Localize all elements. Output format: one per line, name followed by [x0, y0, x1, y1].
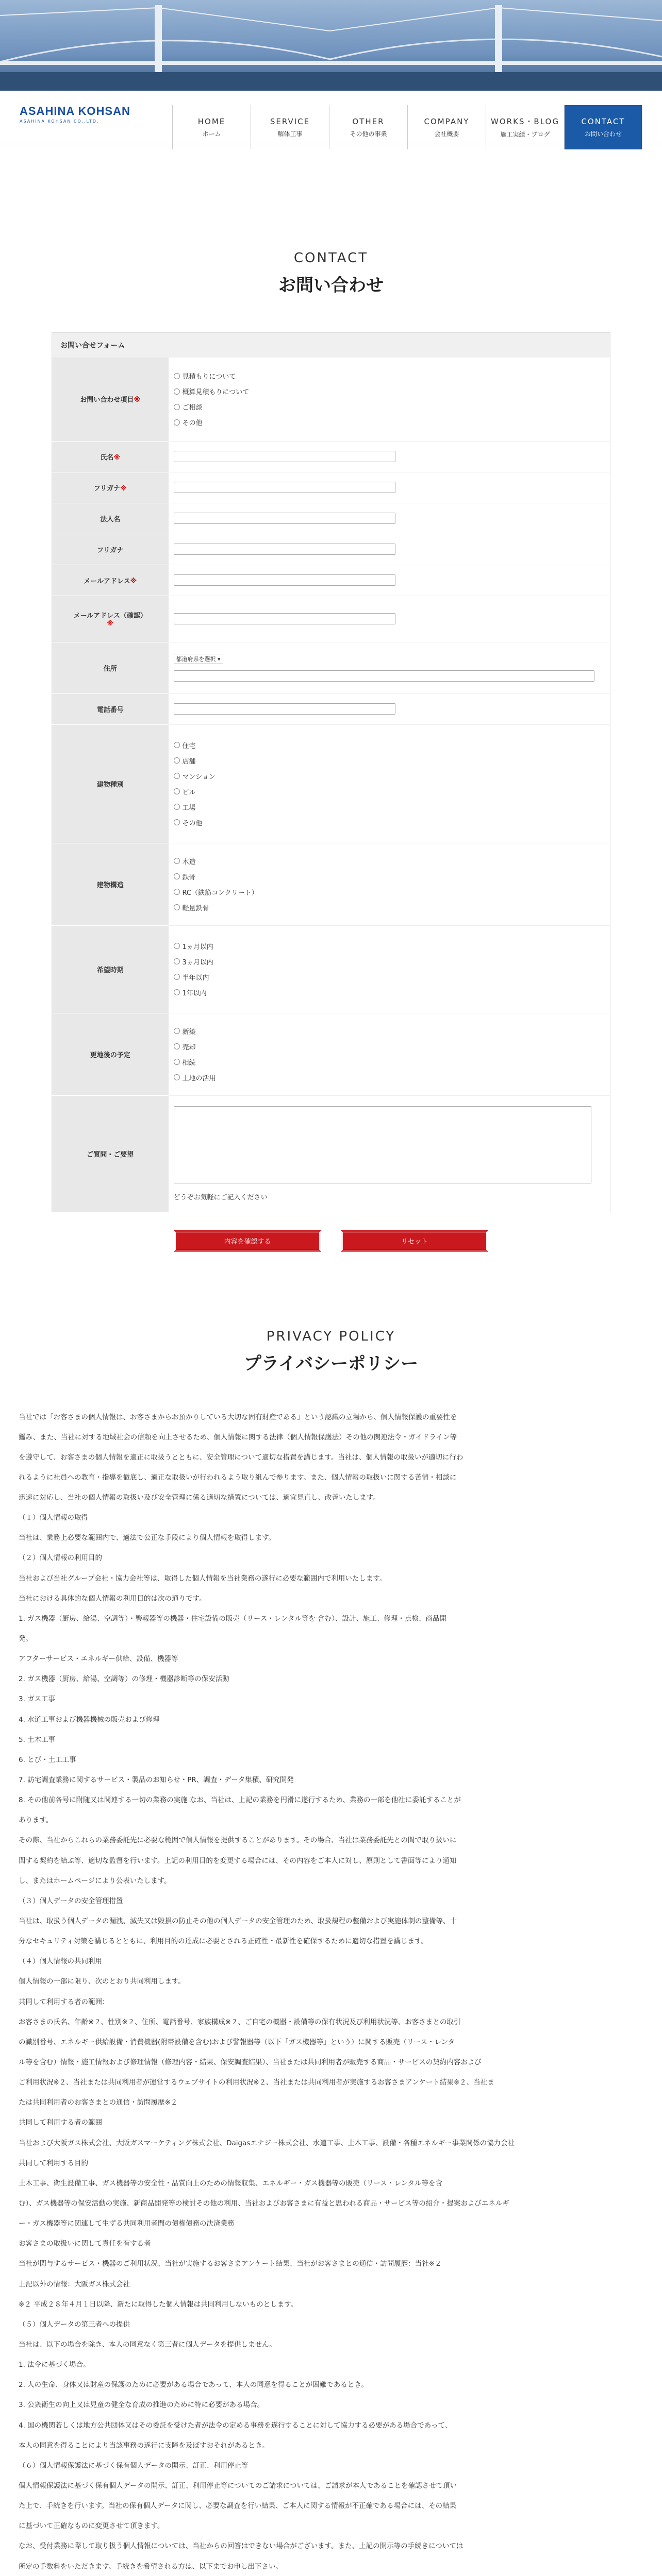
- structure-option[interactable]: [174, 900, 605, 915]
- privacy-line: 発。: [19, 1635, 32, 1643]
- option-label: その他: [182, 819, 203, 827]
- privacy-line: 共同して利用する者の範囲: [19, 2119, 102, 2127]
- privacy-line: 個人情報の一部に限り、次のとおり共同利用します。: [19, 1977, 185, 1986]
- nav-contact-en: CONTACT: [581, 116, 625, 126]
- privacy-line: ※２ 平成２８年４月１日以降、新たに取得した個人情報は共同利用しないものとします。: [19, 2300, 298, 2309]
- building-type-option[interactable]: [174, 799, 605, 815]
- privacy-line: アフターサービス・エネルギー供給、設備、機器等: [19, 1655, 178, 1664]
- nav-works-jp: 施工実績・ブログ: [500, 131, 550, 138]
- privacy-line: 当社および当社グループ会社・協力会社等は、取得した個人情報を当社業務の遂行に必要な範囲内で利用いたします。: [19, 1574, 387, 1583]
- radio-button[interactable]: [174, 804, 180, 810]
- option-label: 鉄骨: [182, 873, 196, 882]
- option-label: 1ヵ月以内: [182, 943, 213, 951]
- radio-button[interactable]: [174, 819, 180, 825]
- privacy-line: 本人の同意を得ることにより当該事務の遂行に支障を及ぼすおそれがあるとき。: [19, 2441, 269, 2450]
- nav-works-en: WORKS・BLOG: [491, 117, 559, 126]
- form-title: お問い合せフォーム: [52, 333, 610, 358]
- contact-heading: [0, 144, 662, 296]
- required-mark: ※: [130, 577, 137, 585]
- nav-works-blog[interactable]: [486, 105, 564, 149]
- radio-button[interactable]: [174, 989, 180, 995]
- option-label: その他: [182, 419, 203, 428]
- main-nav: [172, 105, 642, 149]
- email-label-text: メールアドレス: [84, 577, 130, 585]
- email-confirm-label-text: メールアドレス（確認）: [73, 612, 147, 620]
- option-label: 工場: [182, 804, 196, 812]
- privacy-line: 5. 土木工事: [19, 1735, 56, 1744]
- radio-button[interactable]: [174, 1028, 180, 1034]
- option-label: 木造: [182, 858, 196, 866]
- contact-form: [52, 332, 610, 1251]
- corp-kana-label: フリガナ: [52, 534, 169, 565]
- structure-option[interactable]: [174, 853, 605, 869]
- required-mark: ※: [107, 620, 114, 628]
- privacy-line: あります。: [19, 1816, 53, 1825]
- option-label: 半年以内: [182, 974, 209, 982]
- corp-label: 法人名: [52, 503, 169, 534]
- reset-button[interactable]: リセット: [341, 1231, 488, 1251]
- privacy-line: 当社が関与するサービス・機器のご利用状況、当社が実施するお客さまアンケート結果、当社がお客さまとの通信・訪問履歴：当社※２: [19, 2260, 442, 2268]
- privacy-line: 上記以外の情報：大阪ガス株式会社: [19, 2280, 130, 2289]
- privacy-line: （５）個人データの第三者への提供: [19, 2320, 130, 2329]
- nav-company[interactable]: [407, 105, 486, 149]
- building-type-option[interactable]: [174, 784, 605, 799]
- radio-button[interactable]: [174, 788, 180, 794]
- radio-button[interactable]: [174, 742, 180, 748]
- kana-label-text: フリガナ: [93, 484, 121, 493]
- privacy-line: に基づいて正確なものに変更させて頂きます。: [19, 2522, 164, 2531]
- radio-button[interactable]: [174, 419, 180, 426]
- option-label: 新築: [182, 1028, 196, 1036]
- email-input[interactable]: [174, 574, 395, 586]
- radio-button[interactable]: [174, 943, 180, 949]
- after-plan-option[interactable]: [174, 1054, 605, 1070]
- radio-button[interactable]: [174, 1043, 180, 1049]
- nav-contact[interactable]: [564, 105, 642, 149]
- privacy-line: ー・ガス機器等に関連して生ずる共同利用者間の債権債務の決済業務: [19, 2219, 235, 2228]
- name-label-text: 氏名: [100, 453, 114, 462]
- privacy-line: 当社は、以下の場合を除き、本人の同意なく第三者に個人データを提供しません。: [19, 2340, 276, 2349]
- option-label: 土地の活用: [182, 1074, 216, 1082]
- privacy-line: 土木工事、衛生設備工事、ガス機器等の安全性・品質向上のための情報収集、エネルギー・ガス機器等の販売（リース・レンタル等を含: [19, 2179, 442, 2188]
- radio-button[interactable]: [174, 388, 180, 395]
- after-plan-options: [169, 1013, 610, 1095]
- privacy-line: 1. ガス機器（厨房、給湯、空調等）・警報器等の機器・住宅設備の販売（リース・レンタル等を 含む）、設計、施工、修理・点検、商品開: [19, 1614, 446, 1623]
- nav-company-en: COMPANY: [424, 116, 470, 126]
- inquiry-option[interactable]: [174, 415, 605, 430]
- nav-home-en: HOME: [197, 116, 226, 126]
- privacy-line: の識別番号、エネルギー供給設備・消費機器(附帯設備を含む)および警報器等（以下「ガス機器等」という）に関する販売（リース・レンタ: [19, 2038, 455, 2046]
- privacy-line: 2. ガス機器（厨房、給湯、空調等）の修理・機器診断等の保安活動: [19, 1675, 229, 1684]
- privacy-line: れるように社員への教育・指導を徹底し、適正な取扱いが行われるよう取り組んで参ります。また、個人情報の取扱いに関する苦情・相談に: [19, 1473, 457, 1482]
- privacy-line: し、またはホームページにより公表いたします。: [19, 1876, 171, 1885]
- privacy-line: お客さまの取扱いに関して責任を有する者: [19, 2240, 151, 2248]
- option-label: 概算見積もりについて: [182, 388, 250, 397]
- option-label: マンション: [182, 773, 216, 781]
- contact-form-table: [52, 332, 610, 1212]
- required-mark: ※: [134, 396, 141, 404]
- logo-text: ASAHINA KOHSAN: [20, 105, 130, 117]
- after-plan-label: 更地後の予定: [52, 1013, 169, 1095]
- privacy-line: 鑑み、また、当社に対する地域社会の信頼を向上させるため、個人情報に関する法律（個人情報保護法）その他の関連法令・ガイドライン等: [19, 1433, 457, 1442]
- timing-option[interactable]: [174, 985, 605, 1000]
- option-label: 軽量鉄骨: [182, 904, 209, 912]
- nav-other-en: OTHER: [352, 116, 385, 126]
- radio-button[interactable]: [174, 858, 180, 864]
- phone-label: 電話番号: [52, 693, 169, 724]
- kana-input[interactable]: [174, 482, 395, 493]
- question-textarea[interactable]: [174, 1106, 591, 1183]
- radio-button[interactable]: [174, 958, 180, 964]
- option-label: ビル: [182, 788, 196, 796]
- structure-options: [169, 843, 610, 925]
- corp-input[interactable]: [174, 513, 395, 524]
- nav-other[interactable]: [329, 105, 407, 149]
- radio-button[interactable]: [174, 773, 180, 779]
- nav-home-jp: ホーム: [202, 130, 221, 138]
- building-type-option[interactable]: [174, 815, 605, 830]
- form-buttons: [52, 1231, 610, 1251]
- privacy-line: 当社および大阪ガス株式会社、大阪ガスマーケティング株式会社、Daigasエナジー株式会社、水道工事、土木工事、設備・各種エネルギー事業関係の協力会社: [19, 2139, 515, 2147]
- corp-kana-input[interactable]: [174, 544, 395, 555]
- option-label: 見積もりについて: [182, 373, 236, 381]
- privacy-line: （３）個人データの安全管理措置: [19, 1896, 123, 1905]
- question-label: ご質問・ご要望: [52, 1095, 169, 1212]
- privacy-line: 3. 公衆衛生の向上又は児童の健全な育成の推進のために特に必要がある場合。: [19, 2401, 264, 2410]
- structure-option[interactable]: [174, 884, 605, 900]
- radio-button[interactable]: [174, 1059, 180, 1065]
- inquiry-option[interactable]: [174, 384, 605, 399]
- option-label: 店舗: [182, 757, 196, 766]
- privacy-line: なお、受付業務に際して取り扱う個人情報については、当社からの回答はできない場合がございます。また、上記の開示等の手続きについては: [19, 2542, 464, 2551]
- privacy-line: を遵守して、お客さまの個人情報を適正に取扱うとともに、安全管理について適切な措置を講じます。当社は、個人情報の取扱いが適切に行わ: [19, 1453, 464, 1462]
- timing-option[interactable]: [174, 954, 605, 969]
- privacy-line: 6. とび・土工工事: [19, 1755, 76, 1764]
- option-label: ご相談: [182, 404, 203, 412]
- privacy-line: 2. 人の生命、身体又は財産の保護のために必要がある場合であって、本人の同意を得ることが困難であるとき。: [19, 2381, 368, 2389]
- inquiry-label-text: お問い合わせ項目: [80, 396, 134, 404]
- building-type-option[interactable]: [174, 737, 605, 753]
- email-confirm-label: [52, 596, 169, 642]
- radio-button[interactable]: [174, 1074, 180, 1080]
- after-plan-option[interactable]: [174, 1039, 605, 1054]
- contact-heading-jp: お問い合わせ: [278, 275, 384, 296]
- radio-button[interactable]: [174, 873, 180, 879]
- radio-button[interactable]: [174, 889, 180, 895]
- privacy-line: （２）個人情報の利用目的: [19, 1554, 102, 1563]
- privacy-line: たは共同利用者のお客さまとの通信・訪問履歴※２: [19, 2098, 178, 2107]
- privacy-line: 4. 水道工事および機器機械の販売および修理: [19, 1715, 160, 1724]
- structure-option[interactable]: [174, 869, 605, 884]
- privacy-line: ご利用状況※２、当社または共同利用者が運営するウェブサイトの利用状況※２、当社または共同利用者が実施するお客さまアンケート結果※２、当社ま: [19, 2078, 494, 2087]
- privacy-line: 個人情報保護法に基づく保有個人データの開示、訂正、利用停止等についてのご請求については、ご請求が本人であることを確認させて頂い: [19, 2481, 457, 2490]
- privacy-line: 1. 法令に基づく場合。: [19, 2361, 90, 2369]
- kana-label: [52, 472, 169, 503]
- privacy-line: ル等を含む）情報・施工情報および修理情報（修理内容・結果、保安調査結果）、当社または共同利用者が販売する商品・サービスの契約内容および: [19, 2058, 482, 2066]
- option-label: RC（鉄筋コンクリート）: [182, 889, 258, 897]
- privacy-line: 当社における具体的な個人情報の利用目的は次の通りです。: [19, 1594, 206, 1603]
- privacy-line: （６）個人情報保護法に基づく保有個人データの開示、訂正、利用停止等: [19, 2461, 249, 2470]
- inquiry-option[interactable]: [174, 368, 605, 384]
- prefecture-select[interactable]: [174, 654, 223, 664]
- option-label: 3ヵ月以内: [182, 958, 213, 967]
- structure-label: 建物構造: [52, 843, 169, 925]
- privacy-line: 8. その他前各号に附随又は関連する一切の業務の実施 なお、当社は、上記の業務を円滑に遂行するため、業務の一部を他社に委託することが: [19, 1796, 461, 1805]
- nav-other-jp: その他の事業: [350, 130, 387, 138]
- privacy-line: た上で、手続きを行います。当社の保有個人データに関し、必要な調査を行い結果、ご本人に関する情報が不正確である場合には、その結果: [19, 2502, 457, 2511]
- nav-home[interactable]: [172, 105, 251, 149]
- nav-service[interactable]: [251, 105, 329, 149]
- address-label: 住所: [52, 642, 169, 693]
- radio-button[interactable]: [174, 904, 180, 910]
- nav-contact-jp: お問い合わせ: [584, 130, 622, 138]
- privacy-line: 7. 訪宅調査業務に関するサービス・製品のお知らせ・PR、調査・データ集積、研究開発: [19, 1776, 294, 1785]
- radio-button[interactable]: [174, 974, 180, 980]
- privacy-line: 当社は、取扱う個人データの漏洩、滅失又は毀損の防止その他の個人データの安全管理のため、取扱規程の整備および実施体制の整備等、十: [19, 1917, 457, 1926]
- radio-button[interactable]: [174, 373, 180, 379]
- privacy-line: 当社では「お客さまの個人情報は、お客さまからお預かりしている大切な固有財産である」という認識の立場から、個人情報保護の重要性を: [19, 1413, 457, 1421]
- phone-input[interactable]: [174, 703, 395, 715]
- inquiry-label: [52, 358, 169, 441]
- option-label: 相続: [182, 1059, 196, 1067]
- radio-button[interactable]: [174, 404, 180, 410]
- privacy-line: お客さまの氏名、年齢※２、性別※２、住所、電話番号、家族構成※２、ご自宅の機器・設備等の保有状況及び利用状況等、お客さまとの取引: [19, 2018, 461, 2026]
- building-type-label: 建物種別: [52, 724, 169, 843]
- contact-heading-en: CONTACT: [293, 250, 369, 266]
- confirm-button[interactable]: 内容を確認する: [174, 1231, 321, 1251]
- timing-option[interactable]: [174, 969, 605, 985]
- building-type-option[interactable]: [174, 768, 605, 784]
- privacy-line: 迅速に対応し、当社の個人情報の取扱い及び安全管理に係る適切な措置については、適宜見直し、改善いたします。: [19, 1494, 380, 1502]
- prefecture-select-value: 都道府県を選択: [176, 656, 216, 663]
- timing-option[interactable]: [174, 938, 605, 954]
- required-mark: ※: [120, 484, 127, 493]
- privacy-line: （１）個人情報の取得: [19, 1514, 88, 1522]
- privacy-line: 関する契約を結ぶ等、適切な監督を行います。上記の利用目的を変更する場合には、その内容をご本人に対し、原則として書面等により通知: [19, 1856, 457, 1865]
- bridge-photo: [0, 0, 662, 91]
- email-confirm-input[interactable]: [174, 613, 395, 624]
- inquiry-option[interactable]: [174, 399, 605, 415]
- privacy-line: 共同して利用する目的: [19, 2159, 88, 2167]
- name-input[interactable]: [174, 451, 395, 462]
- hero-bridge-image: [0, 0, 662, 91]
- after-plan-option[interactable]: [174, 1023, 605, 1039]
- option-label: 売却: [182, 1043, 196, 1052]
- after-plan-option[interactable]: [174, 1070, 605, 1085]
- privacy-line: 所定の手数料をいただきます。手続きを希望される方は、以下までお申し出下さい。: [19, 2562, 283, 2571]
- privacy-line: む）、ガス機器等の保安活動の実施、新商品開発等の検討その他の利用、当社およびお客さまに有益と思われる商品・サービス等の紹介・提案およびエネルギ: [19, 2199, 509, 2208]
- required-mark: ※: [113, 453, 121, 462]
- building-type-option[interactable]: [174, 753, 605, 768]
- radio-button[interactable]: [174, 757, 180, 764]
- address-input[interactable]: [174, 670, 594, 682]
- chevron-down-icon: ▾: [216, 655, 221, 663]
- privacy-line: 当社は、業務上必要な範囲内で、適法で公正な手段により個人情報を取得します。: [19, 1534, 276, 1543]
- name-label: [52, 441, 169, 472]
- question-hint: どうぞお気軽にご記入ください: [173, 1193, 268, 1201]
- timing-options: [169, 925, 610, 1013]
- company-logo[interactable]: [20, 105, 130, 124]
- privacy-heading: [0, 1329, 662, 1375]
- privacy-heading-en: PRIVACY POLICY: [266, 1328, 396, 1344]
- privacy-line: その際、当社からこれらの業務委託先に必要な範囲で個人情報を提供することがあります。その場合、当社は業務委託先との間で取り扱いに: [19, 1836, 457, 1845]
- privacy-policy-text: [19, 1408, 643, 2576]
- email-label: [52, 565, 169, 596]
- building-type-options: [169, 724, 610, 843]
- privacy-line: （４）個人情報の共同利用: [19, 1957, 102, 1966]
- option-label: 住宅: [182, 742, 196, 750]
- privacy-line: 共同して利用する者の範囲：: [19, 1997, 109, 2006]
- nav-service-jp: 解体工事: [277, 130, 303, 138]
- privacy-line: 3. ガス工事: [19, 1695, 56, 1704]
- nav-service-en: SERVICE: [270, 116, 310, 126]
- nav-company-jp: 会社概要: [434, 130, 459, 138]
- privacy-line: 4. 国の機関若しくは地方公共団体又はその委託を受けた者が法令の定める事務を遂行することに対して協力する必要がある場合であって、: [19, 2421, 452, 2430]
- logo-subtext: ASAHINA KOHSAN CO.,LTD.: [20, 119, 100, 124]
- inquiry-options: [169, 358, 610, 441]
- option-label: 1年以内: [182, 989, 207, 997]
- timing-label: 希望時期: [52, 925, 169, 1013]
- privacy-heading-jp: プライバシーポリシー: [243, 1353, 419, 1374]
- privacy-line: 分なセキュリティ対策を講じるとともに、利用目的の達成に必要とされる正確性・最新性を確保するために適切な措置を講じます。: [19, 1937, 428, 1946]
